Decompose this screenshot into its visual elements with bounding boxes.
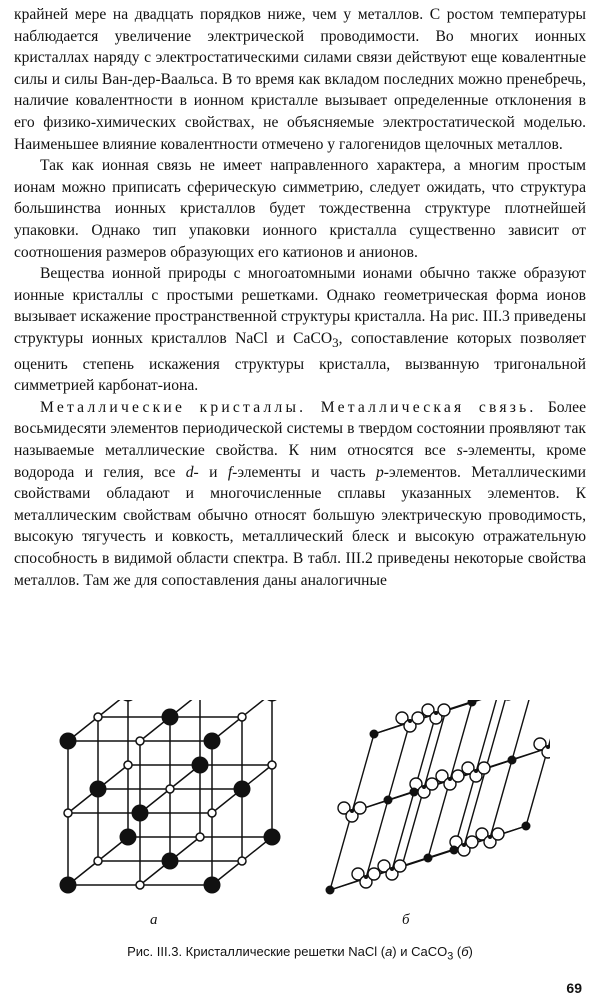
s-element-letter: s	[456, 441, 463, 459]
paragraph-3	[14, 263, 586, 397]
carbon-atom	[462, 843, 466, 847]
chloride-ion	[162, 709, 179, 726]
paragraph-1: крайней мере на двадцать порядков ниже, чем у металлов. С ростом температуры наблюдается увеличение электрической проводимости. Во многих ионных кристаллах наряду с электростатическими силами связи действуют еще ковалентные силы и силы Ван-дер-Ваальса. В то время как вкладом последних можно пренебречь, наличие ковалентности в ионном кристалле вызывает определенные отклонения в его физико-химических свойствах, не объясняемые электростатической моделью. Наименьшее влияние ковалентности отмечено у галогенидов щелочных металлов.	[14, 6, 586, 153]
calcium-ion	[450, 846, 459, 855]
sodium-ion	[208, 809, 216, 817]
paragraph-2: Так как ионная связь не имеет направленного характера, а многим простым ионам можно приписать сферическую симметрию, следует ожидать, что структура большинства ионных кристаллов будет тождественна структуре плотнейшей упаковки. Однако тип упаковки ионного кристалла существенно зависит от соотношения размеров образующих его катионов и анионов.	[14, 157, 586, 261]
carbon-atom	[350, 809, 354, 813]
nacl-lattice-diagram	[40, 700, 300, 910]
section-heading-metallic: Металлические кристаллы. Металлическая связь.	[40, 398, 537, 416]
paragraph-4-text-5: -элементов. Металлическими свойствами обладают и многочисленные сплавы указанных элементов. К металлическим свойствам обычно относят большую электрическую проводимость, высокую тягучесть и ковкость, металлический блеск и высокую отражательную способность в видимой области спектра. В табл. III.2 приведены некоторые свойства металлов. Там же для сопоставления даны аналогичные	[14, 463, 586, 589]
oxygen-atom	[354, 802, 366, 814]
calcium-ion	[370, 730, 379, 739]
calcium-ion	[508, 756, 517, 765]
chloride-ion	[60, 877, 77, 894]
oxygen-atom	[466, 836, 478, 848]
f-element-letter: f	[227, 463, 233, 481]
sodium-ion	[124, 761, 132, 769]
sodium-ion	[94, 713, 102, 721]
sodium-ion	[166, 785, 174, 793]
oxygen-atom	[492, 828, 504, 840]
caption-b: б	[461, 944, 469, 959]
oxygen-atom	[394, 860, 406, 872]
calcium-ion	[326, 886, 335, 895]
paragraph-4-text-2: -элементы, кроме водорода и гелия, все	[14, 441, 586, 481]
paragraph-4	[14, 397, 586, 591]
caption-subscript: 3	[447, 950, 454, 963]
calcium-ion	[522, 822, 531, 831]
paragraph-4-text-1: Более восьмидесяти элементов периодической системы в твердом состоянии проявляют так называемые металлические свойства. К ним относятся все	[14, 398, 586, 459]
chloride-ion	[192, 757, 209, 774]
caption-text-1: Рис. III.3. Кристаллические решетки NaCl (	[127, 944, 386, 959]
chloride-ion	[264, 700, 281, 702]
sodium-ion	[238, 857, 246, 865]
figure-label-a: а	[150, 912, 158, 928]
calcium-ion	[424, 854, 433, 863]
chloride-ion	[120, 829, 137, 846]
chloride-ion	[60, 733, 77, 750]
chloride-ion	[162, 853, 179, 870]
figure-label-b: б	[402, 912, 410, 928]
chloride-ion	[234, 781, 251, 798]
sodium-ion	[64, 809, 72, 817]
figure-crystal-lattices	[0, 700, 600, 970]
carbon-atom	[408, 719, 412, 723]
lattice-edge	[446, 700, 550, 710]
caption-text-4: )	[468, 944, 473, 959]
paragraph-4-text-4: -элементы и часть	[232, 463, 376, 481]
paragraph-4-text-3: - и	[193, 463, 228, 481]
sodium-ion	[196, 833, 204, 841]
caption-text-3: (	[453, 944, 462, 959]
p-element-letter: p	[375, 463, 384, 481]
carbon-atom	[364, 875, 368, 879]
lattice-edge	[490, 700, 534, 838]
sodium-ion	[238, 713, 246, 721]
chloride-ion	[132, 805, 149, 822]
oxygen-atom	[478, 762, 490, 774]
carbon-atom	[434, 711, 438, 715]
carbon-atom	[422, 785, 426, 789]
oxygen-atom	[438, 704, 450, 716]
sodium-ion	[136, 737, 144, 745]
sodium-ion	[94, 857, 102, 865]
body-text	[14, 4, 586, 591]
carbon-atom	[390, 867, 394, 871]
chloride-ion	[90, 781, 107, 798]
lattice-edge	[526, 700, 550, 826]
carbon-atom	[474, 769, 478, 773]
chloride-ion	[204, 733, 221, 750]
carbon-atom	[488, 835, 492, 839]
sodium-ion	[268, 761, 276, 769]
caco3-lattice-diagram	[310, 700, 550, 910]
sodium-ion	[136, 881, 144, 889]
page-number: 69	[566, 980, 582, 996]
carbon-atom	[546, 745, 550, 749]
paragraph-3-text-a: Вещества ионной природы с многоатомными ионами обычно также образуют ионные кристаллы с простыми решетками. Однако геометрическая форма ионов вызывает искажение пространственной структуры кристалла. На рис. III.3 приведены структуры ионных кристаллов NaCl и CaCO	[14, 265, 586, 347]
calcium-ion	[384, 796, 393, 805]
paragraph-3-text-b: , сопоставление которых позволяет оценить степень искажения структуры кристалла, вызванную тригональной симметрией карбонат-иона.	[14, 329, 586, 395]
oxygen-atom	[426, 778, 438, 790]
calcium-ion	[468, 700, 477, 707]
chloride-ion	[264, 829, 281, 846]
chloride-ion	[204, 877, 221, 894]
d-element-letter: d	[185, 463, 194, 481]
chloride-ion	[120, 700, 137, 702]
paragraph-3-subscript: 3	[332, 335, 339, 351]
oxygen-atom	[452, 770, 464, 782]
oxygen-atom	[412, 712, 424, 724]
figure-caption	[0, 944, 600, 963]
oxygen-atom	[368, 868, 380, 880]
caption-a: а	[385, 944, 393, 959]
carbon-atom	[448, 777, 452, 781]
calcium-ion	[410, 788, 419, 797]
caption-text-2: ) и CaCO	[392, 944, 448, 959]
